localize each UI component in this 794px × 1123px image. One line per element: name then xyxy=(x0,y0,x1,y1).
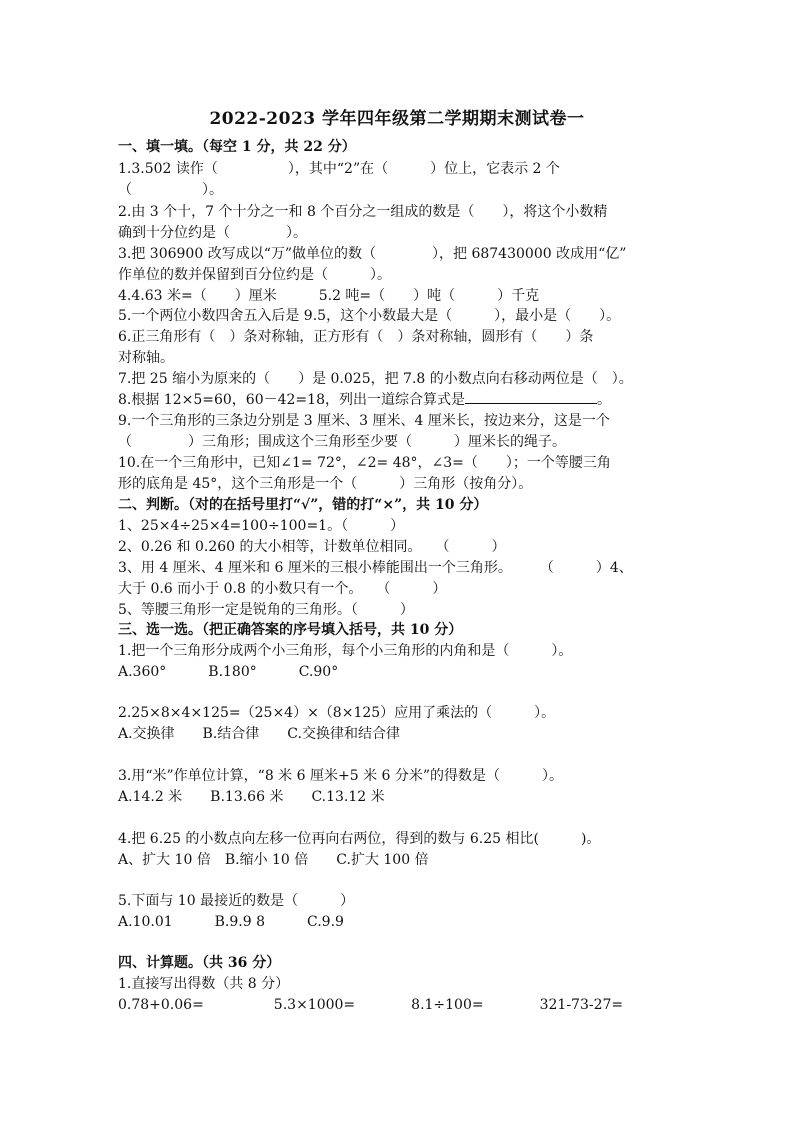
question-line: 5.一个两位小数四舍五入后是 9.5，这个小数最大是（ ），最小是（ ）。 xyxy=(118,308,621,324)
judgement-line: 2、0.26 和 0.260 的大小相等，计数单位相同。 （ ） xyxy=(118,539,506,555)
answer-blank[interactable] xyxy=(465,391,597,404)
question-line: 10.在一个三角形中，已知∠1= 72°，∠2= 48°，∠3=（ ）；一个等腰三角 xyxy=(118,455,611,471)
choice-question: 2.25×8×4×125=（25×4）×（8×125）应用了乘法的（ ）。 xyxy=(118,705,556,721)
question-line: 2.由 3 个十，7 个十分之一和 8 个百分之一组成的数是（ ），将这个小数精 xyxy=(118,204,608,220)
question-line: 1.3.502 读作（ ），其中“2”在（ ）位上，它表示 2 个 xyxy=(118,161,560,177)
choice-options: A、扩大 10 倍 B.缩小 10 倍 C.扩大 100 倍 xyxy=(118,852,429,868)
question-8-text: 8.根据 12×5=60，60－42=18，列出一道综合算式是 xyxy=(118,392,465,408)
exam-title: 2022-2023 学年四年级第二学期期末测试卷一 xyxy=(209,109,585,129)
choice-question: 5.下面与 10 最接近的数是（ ） xyxy=(118,893,355,909)
choice-question: 4.把 6.25 的小数点向左移一位再向右两位，得到的数与 6.25 相比( )。 xyxy=(118,831,601,847)
section-1-heading: 一、填一填。（每空 1 分，共 22 分） xyxy=(118,139,356,155)
choice-options: A.交换律 B.结合律 C.交换律和结合律 xyxy=(118,726,400,742)
question-line: 7.把 25 缩小为原来的（ ）是 0.025，把 7.8 的小数点向右移动两位是（ ）。 xyxy=(118,371,633,387)
question-line: 4.4.63 米=（ ）厘米 5.2 吨=（ ）吨（ ）千克 xyxy=(118,288,540,304)
choice-question: 1.把一个三角形分成两个小三角形，每个小三角形的内角和是（ ）。 xyxy=(118,643,573,659)
calc-subheading: 1.直接写出得数（共 8 分） xyxy=(118,976,290,992)
question-line: 作单位的数并保留到百分位约是（ ）。 xyxy=(118,267,391,283)
question-line: （ ）三角形；围成这个三角形至少要（ ）厘米长的绳子。 xyxy=(118,434,566,450)
question-line: 9.一个三角形的三条边分别是 3 厘米、3 厘米、4 厘米长，按边来分，这是一个 xyxy=(118,413,610,429)
question-8-end: 。 xyxy=(596,392,611,408)
choice-options: A.14.2 米 B.13.66 米 C.13.12 米 xyxy=(118,789,385,805)
judgement-line: 1、25×4÷25×4=100÷100=1。（ ） xyxy=(118,518,405,534)
section-4-heading: 四、计算题。（共 36 分） xyxy=(118,955,281,971)
question-line: 对称轴。 xyxy=(118,350,174,366)
judgement-line: 5、等腰三角形一定是锐角的三角形。（ ） xyxy=(118,602,414,618)
question-line: 3.把 306900 改写成以“万”做单位的数（ ），把 687430000 改成用“亿” xyxy=(118,246,627,262)
section-3-heading: 三、选一选。（把正确答案的序号填入括号，共 10 分） xyxy=(118,622,463,638)
question-line: 确到十分位约是（ ）。 xyxy=(118,225,307,241)
calc-problems: 0.78+0.06= 5.3×1000= 8.1÷100= 321-73-27= xyxy=(118,997,624,1013)
choice-options: A.360° B.180° C.90° xyxy=(118,664,339,680)
choice-options: A.10.01 B.9.9 8 C.9.9 xyxy=(118,914,344,930)
judgement-line: 3、用 4 厘米、4 厘米和 6 厘米的三根小棒能围出一个三角形。 （ ）4、 xyxy=(118,560,633,576)
question-line-8 xyxy=(118,390,611,410)
question-line: （ ）。 xyxy=(118,182,223,198)
question-line: 形的底角是 45°，这个三角形是一个（ ）三角形（按角分）。 xyxy=(118,476,533,492)
question-line: 6.正三角形有（ ）条对称轴，正方形有（ ）条对称轴，圆形有（ ）条 xyxy=(118,329,594,345)
choice-question: 3.用“米”作单位计算，“8 米 6 厘米+5 米 6 分米”的得数是（ ）。 xyxy=(118,768,564,784)
judgement-line: 大于 0.6 而小于 0.8 的小数只有一个。 （ ） xyxy=(118,581,447,597)
section-2-heading: 二、判断。（对的在括号里打“√”，错的打“×”，共 10 分） xyxy=(118,497,488,513)
